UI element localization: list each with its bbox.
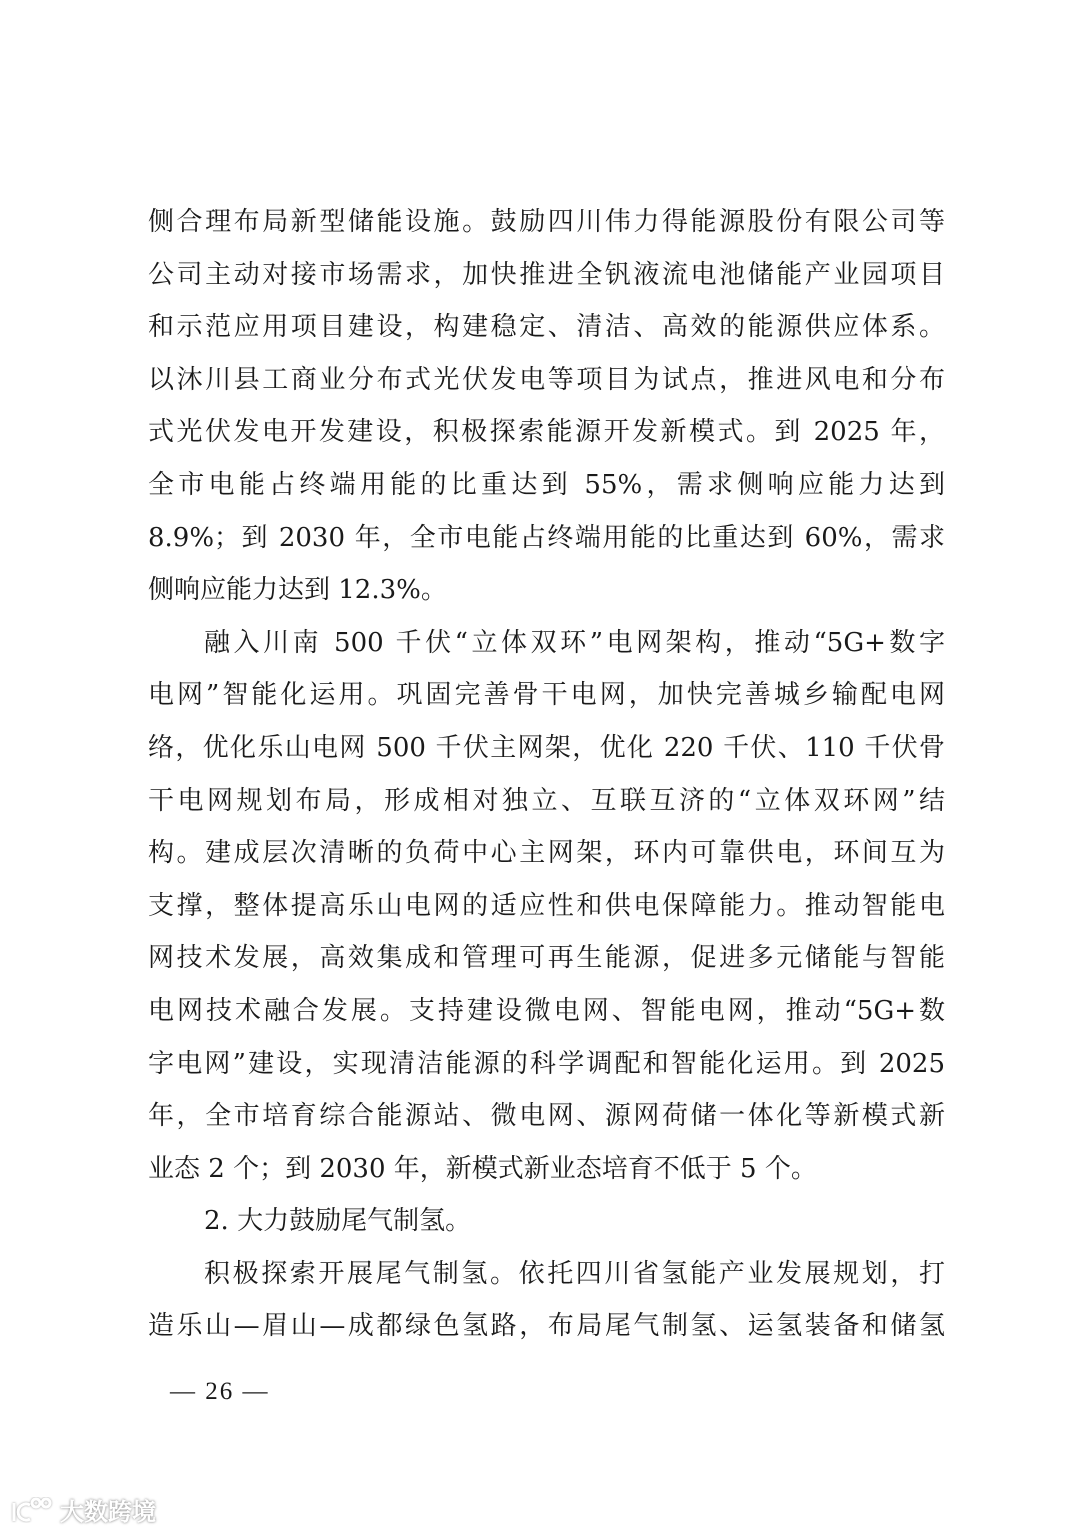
text-line: 2. 大力鼓励尾气制氢。 <box>204 1206 472 1237</box>
text-line: 造乐山—眉山—成都绿色氢路，布局尾气制氢、运氢装备和储氢 <box>148 1311 945 1342</box>
text-line: 电网”智能化运用。巩固完善骨干电网，加快完善城乡输配电网 <box>148 680 945 711</box>
text-line: 式光伏发电开发建设，积极探索能源开发新模式。到 2025 年， <box>148 417 945 448</box>
100-logo-icon <box>10 1497 54 1523</box>
text-line: 8.9%；到 2030 年，全市电能占终端用能的比重达到 60%，需求 <box>148 522 945 553</box>
document-body <box>148 196 945 1353</box>
watermark-text: 大数跨境 <box>60 1498 156 1526</box>
text-line: 积极探索开展尾气制氢。依托四川省氢能产业发展规划，打 <box>204 1258 945 1289</box>
text-line: 电网技术融合发展。支持建设微电网、智能电网，推动“5G+数 <box>148 995 945 1026</box>
text-line: 全市电能占终端用能的比重达到 55%，需求侧响应能力达到 <box>148 469 945 500</box>
text-line: 融入川南 500 千伏“立体双环”电网架构，推动“5G+数字 <box>204 627 945 658</box>
text-line: 支撑，整体提高乐山电网的适应性和供电保障能力。推动智能电 <box>148 890 945 921</box>
watermark <box>10 1492 156 1527</box>
text-line: 络，优化乐山电网 500 千伏主网架，优化 220 千伏、110 千伏骨 <box>148 732 945 763</box>
text-line: 侧响应能力达到 12.3%。 <box>148 575 447 606</box>
text-line: 侧合理布局新型储能设施。鼓励四川伟力得能源股份有限公司等 <box>148 207 945 237</box>
text-line: 构。建成层次清晰的负荷中心主网架，环内可靠供电，环间互为 <box>148 838 945 869</box>
text-line: 网技术发展，高效集成和管理可再生能源，促进多元储能与智能 <box>148 943 945 974</box>
text-line: 以沐川县工商业分布式光伏发电等项目为试点，推进风电和分布 <box>148 364 945 395</box>
text-line: 业态 2 个；到 2030 年，新模式新业态培育不低于 5 个。 <box>148 1153 817 1184</box>
text-line: 公司主动对接市场需求，加快推进全钒液流电池储能产业园项目 <box>148 259 945 290</box>
page-number: — 26 — <box>170 1378 270 1405</box>
text-line: 干电网规划布局，形成相对独立、互联互济的“立体双环网”结 <box>148 785 945 816</box>
text-line: 字电网”建设，实现清洁能源的科学调配和智能化运用。到 2025 <box>148 1048 945 1079</box>
text-line: 和示范应用项目建设，构建稳定、清洁、高效的能源供应体系。 <box>148 312 945 343</box>
text-line: 年，全市培育综合能源站、微电网、源网荷储一体化等新模式新 <box>148 1101 945 1132</box>
